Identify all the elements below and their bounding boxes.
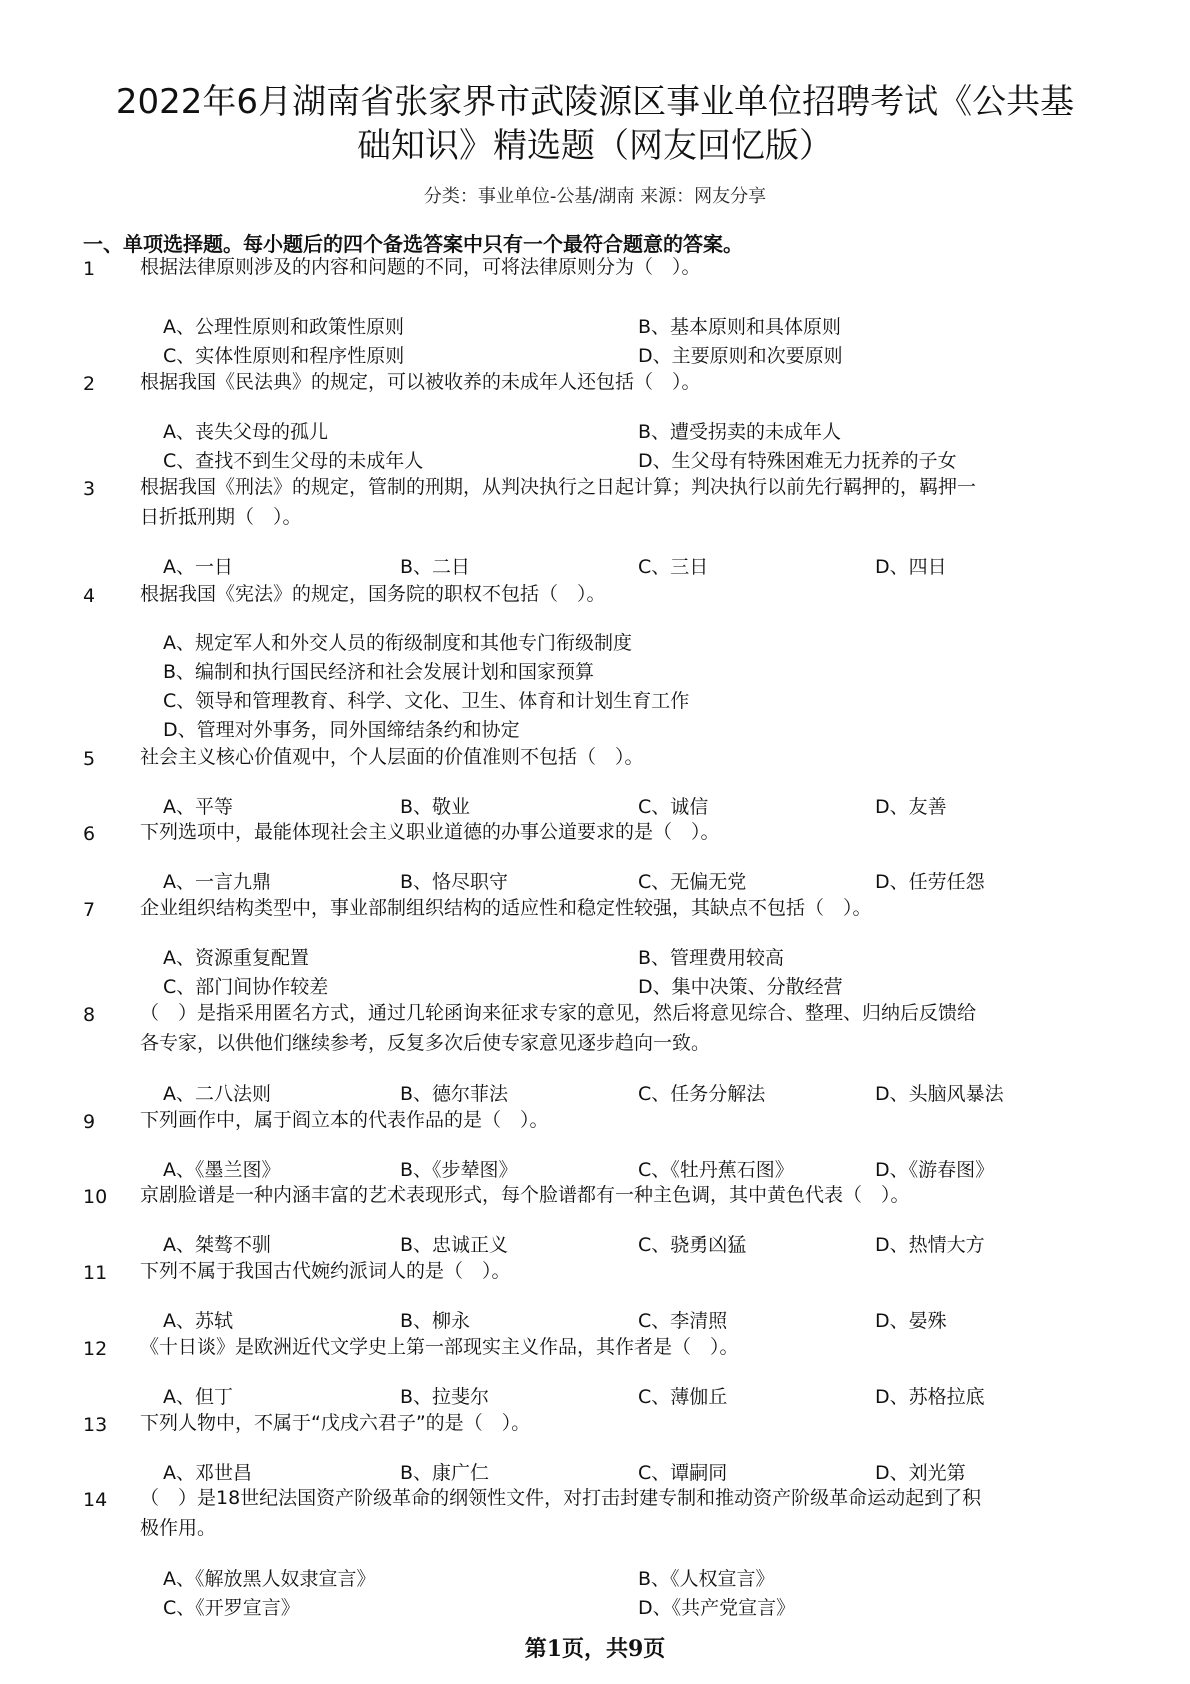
option-c: C、任务分解法 (638, 1083, 766, 1105)
option-d: D、刘光第 (875, 1462, 966, 1484)
option-b: B、二日 (400, 556, 471, 578)
question-number: 10 (83, 1186, 108, 1208)
option-d: D、任劳任怨 (875, 871, 985, 893)
question-text: 京剧脸谱是一种内涵丰富的艺术表现形式，每个脸谱都有一种主色调，其中黄色代表（ ）。 (140, 1184, 910, 1206)
option-d: D、晏殊 (875, 1310, 947, 1332)
option-c: C、《牡丹蕉石图》 (638, 1159, 794, 1181)
option-a: A、平等 (163, 796, 233, 818)
question-text-line-1: 根据我国《刑法》的规定，管制的刑期，从判决执行之日起计算；判决执行以前先行羁押的，羁押一 (140, 476, 977, 498)
question-number: 13 (83, 1414, 108, 1436)
option-b: B、康广仁 (400, 1462, 490, 1484)
option-b: B、恪尽职守 (400, 871, 509, 893)
option-d: D、苏格拉底 (875, 1386, 985, 1408)
question-number: 4 (83, 585, 96, 607)
question-text: 根据法律原则涉及的内容和问题的不同，可将法律原则分为（ ）。 (140, 256, 701, 278)
section-heading: 一、单项选择题。每小题后的四个备选答案中只有一个最符合题意的答案。 (83, 232, 743, 256)
option-c: C、李清照 (638, 1310, 728, 1332)
question-number: 2 (83, 373, 96, 395)
option-d: D、四日 (875, 556, 947, 578)
option-a: A、规定军人和外交人员的衔级制度和其他专门衔级制度 (163, 632, 632, 654)
option-d: D、集中决策、分散经营 (638, 976, 843, 998)
question-number: 12 (83, 1338, 108, 1360)
option-c: C、谭嗣同 (638, 1462, 728, 1484)
option-a: A、公理性原则和政策性原则 (163, 316, 404, 338)
option-c: C、部门间协作较差 (163, 976, 329, 998)
question-text-line-1: （ ）是指采用匿名方式，通过几轮函询来征求专家的意见，然后将意见综合、整理、归纳后反馈给 (140, 1002, 977, 1024)
question-number: 1 (83, 258, 96, 280)
option-c: C、领导和管理教育、科学、文化、卫生、体育和计划生育工作 (163, 690, 690, 712)
option-d: D、头脑风暴法 (875, 1083, 1004, 1105)
option-c: C、薄伽丘 (638, 1386, 728, 1408)
option-d: D、《游春图》 (875, 1159, 995, 1181)
question-number: 11 (83, 1262, 108, 1284)
option-a: A、丧失父母的孤儿 (163, 421, 328, 443)
option-d: D、主要原则和次要原则 (638, 345, 843, 367)
question-number: 7 (83, 899, 96, 921)
question-text-line-2: 日折抵刑期（ ）。 (140, 506, 302, 528)
option-c: C、骁勇凶猛 (638, 1234, 747, 1256)
option-c: C、《开罗宣言》 (163, 1597, 300, 1619)
option-a: A、二八法则 (163, 1083, 271, 1105)
option-b: B、德尔菲法 (400, 1083, 509, 1105)
option-b: B、编制和执行国民经济和社会发展计划和国家预算 (163, 661, 595, 683)
question-text-line-1: （ ）是18世纪法国资产阶级革命的纲领性文件，对打击封建专制和推动资产阶级革命运动起到了积 (140, 1487, 982, 1509)
option-a: A、邓世昌 (163, 1462, 252, 1484)
question-number: 5 (83, 748, 96, 770)
option-b: B、遭受拐卖的未成年人 (638, 421, 842, 443)
question-text-line-2: 极作用。 (140, 1517, 217, 1539)
document-title-line-2: 础知识》精选题（网友回忆版） (357, 126, 833, 166)
option-c: C、诚信 (638, 796, 709, 818)
option-a: A、一言九鼎 (163, 871, 271, 893)
option-b: B、《步辇图》 (400, 1159, 518, 1181)
question-text: 《十日谈》是欧洲近代文学史上第一部现实主义作品，其作者是（ ）。 (140, 1336, 739, 1358)
question-number: 3 (83, 478, 96, 500)
option-c: C、查找不到生父母的未成年人 (163, 450, 424, 472)
option-b: B、拉斐尔 (400, 1386, 490, 1408)
option-c: C、三日 (638, 556, 709, 578)
option-b: B、忠诚正义 (400, 1234, 509, 1256)
question-text: 下列人物中，不属于“戊戌六君子”的是（ ）。 (140, 1412, 531, 1434)
option-d: D、管理对外事务，同外国缔结条约和协定 (163, 719, 520, 741)
document-meta: 分类：事业单位-公基/湖南 来源：网友分享 (423, 186, 767, 207)
question-text: 企业组织结构类型中，事业部制组织结构的适应性和稳定性较强，其缺点不包括（ ）。 (140, 897, 872, 919)
document-title-line-1: 2022年6月湖南省张家界市武陵源区事业单位招聘考试《公共基 (115, 82, 1075, 122)
option-a: A、一日 (163, 556, 233, 578)
question-number: 8 (83, 1004, 96, 1026)
option-b: B、基本原则和具体原则 (638, 316, 842, 338)
page-footer: 第1页，共9页 (524, 1636, 666, 1662)
question-text: 根据我国《民法典》的规定，可以被收养的未成年人还包括（ ）。 (140, 371, 701, 393)
option-d: D、《共产党宣言》 (638, 1597, 796, 1619)
option-c: C、实体性原则和程序性原则 (163, 345, 405, 367)
question-text: 根据我国《宪法》的规定，国务院的职权不包括（ ）。 (140, 583, 606, 605)
option-a: A、桀骜不驯 (163, 1234, 271, 1256)
option-a: A、《解放黑人奴隶宣言》 (163, 1568, 376, 1590)
question-number: 9 (83, 1111, 96, 1133)
option-a: A、资源重复配置 (163, 947, 309, 969)
option-d: D、生父母有特殊困难无力抚养的子女 (638, 450, 957, 472)
question-text-line-2: 各专家，以供他们继续参考，反复多次后使专家意见逐步趋向一致。 (140, 1032, 711, 1054)
option-c: C、无偏无党 (638, 871, 747, 893)
option-b: B、管理费用较高 (638, 947, 785, 969)
question-text: 下列不属于我国古代婉约派词人的是（ ）。 (140, 1260, 511, 1282)
option-b: B、敬业 (400, 796, 471, 818)
option-d: D、友善 (875, 796, 947, 818)
question-text: 社会主义核心价值观中，个人层面的价值准则不包括（ ）。 (140, 746, 644, 768)
option-d: D、热情大方 (875, 1234, 985, 1256)
question-text: 下列画作中，属于阎立本的代表作品的是（ ）。 (140, 1109, 549, 1131)
option-a: A、但丁 (163, 1386, 233, 1408)
question-text: 下列选项中，最能体现社会主义职业道德的办事公道要求的是（ ）。 (140, 821, 720, 843)
option-a: A、《墨兰图》 (163, 1159, 281, 1181)
option-a: A、苏轼 (163, 1310, 233, 1332)
question-number: 14 (83, 1489, 108, 1511)
option-b: B、柳永 (400, 1310, 471, 1332)
question-number: 6 (83, 823, 96, 845)
option-b: B、《人权宣言》 (638, 1568, 775, 1590)
